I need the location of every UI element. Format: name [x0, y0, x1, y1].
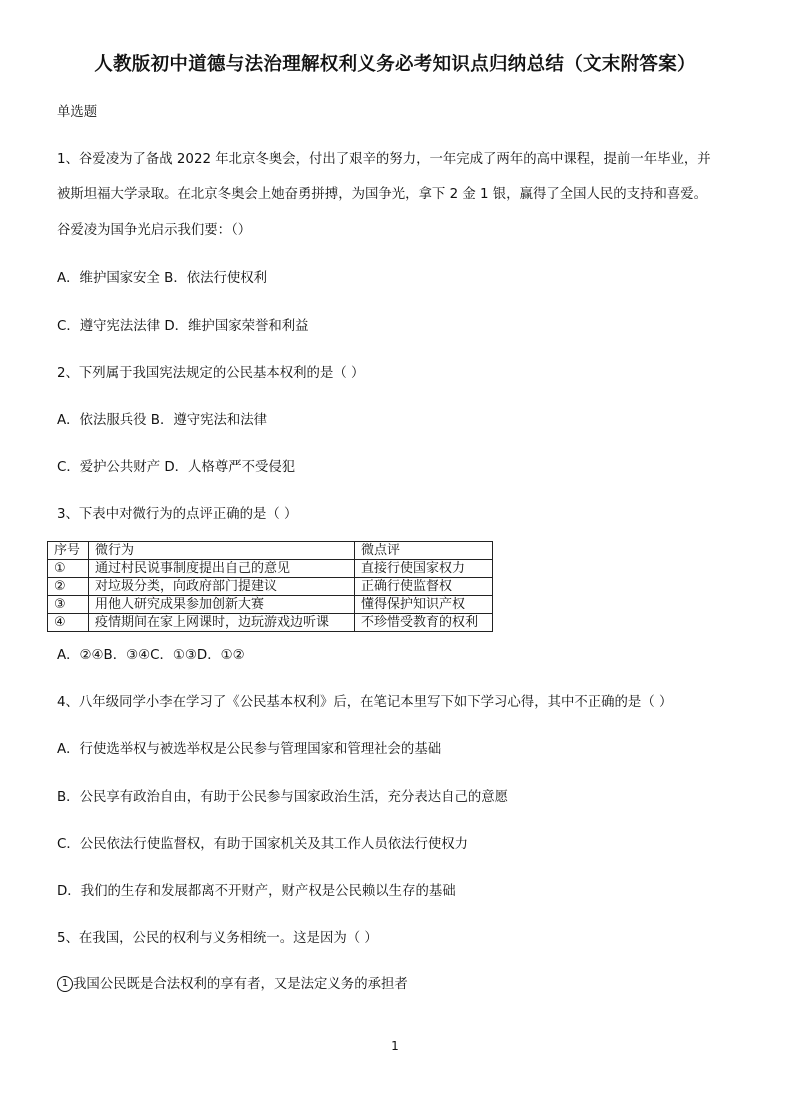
table-cell-number: ② [48, 578, 89, 596]
page-number: 1 [391, 1039, 399, 1053]
table-header-cell: 微点评 [355, 542, 493, 560]
table-cell-comment: 正确行使监督权 [355, 578, 493, 596]
table-cell-behavior: 通过村民说事制度提出自己的意见 [89, 560, 355, 578]
q1-stem-line3: 谷爱凌为国争光启示我们要：（） [57, 223, 252, 238]
q5-item-1-text: 我国公民既是合法权利的享有者，又是法定义务的承担者 [73, 977, 408, 992]
q2-options-cd: C．爱护公共财产 D．人格尊严不受侵犯 [57, 460, 296, 475]
table-header-row [48, 542, 493, 560]
q4-stem: 4、八年级同学小李在学习了《公民基本权利》后，在笔记本里写下如下学习心得，其中不正确的是（ ） [57, 695, 673, 710]
q1-stem-line2: 被斯坦福大学录取。在北京冬奥会上她奋勇拼搏，为国争光，拿下 2 金 1 银，赢得了全国人民的支持和喜爱。 [57, 187, 708, 202]
q4-option-c: C．公民依法行使监督权，有助于国家机关及其工作人员依法行使权力 [57, 837, 469, 852]
q4-option-b: B．公民享有政治自由，有助于公民参与国家政治生活，充分表达自己的意愿 [57, 790, 509, 805]
q3-stem: 3、下表中对微行为的点评正确的是（ ） [57, 507, 298, 522]
table-cell-number: ① [48, 560, 89, 578]
q5-item-1 [57, 976, 408, 994]
table-row [48, 560, 493, 578]
q1-stem-line1: 1、谷爱凌为了备战 2022 年北京冬奥会，付出了艰辛的努力，一年完成了两年的高中课程，提前一年毕业，并 [57, 152, 711, 167]
table-cell-comment: 直接行使国家权力 [355, 560, 493, 578]
q2-stem: 2、下列属于我国宪法规定的公民基本权利的是（ ） [57, 366, 365, 381]
q3-options: A．②④B．③④C．①③D．①② [57, 648, 245, 663]
table-row [48, 614, 493, 632]
section-heading: 单选题 [57, 105, 98, 120]
q3-table [47, 541, 493, 632]
table-row [48, 578, 493, 596]
q1-options-ab: A．维护国家安全 B．依法行使权利 [57, 271, 268, 286]
q4-option-d: D．我们的生存和发展都离不开财产，财产权是公民赖以生存的基础 [57, 884, 456, 899]
table-cell-number: ④ [48, 614, 89, 632]
circled-number-1: 1 [57, 976, 73, 992]
table-cell-behavior: 用他人研究成果参加创新大赛 [89, 596, 355, 614]
table-header-cell: 微行为 [89, 542, 355, 560]
table-cell-behavior: 疫情期间在家上网课时，边玩游戏边听课 [89, 614, 355, 632]
table-header-cell: 序号 [48, 542, 89, 560]
document-title: 人教版初中道德与法治理解权利义务必考知识点归纳总结（文末附答案） [94, 54, 696, 75]
table-cell-comment: 不珍惜受教育的权利 [355, 614, 493, 632]
table-cell-number: ③ [48, 596, 89, 614]
table-cell-comment: 懂得保护知识产权 [355, 596, 493, 614]
q1-options-cd: C．遵守宪法法律 D．维护国家荣誉和利益 [57, 319, 309, 334]
q4-option-a: A．行使选举权与被选举权是公民参与管理国家和管理社会的基础 [57, 742, 442, 757]
q5-stem: 5、在我国，公民的权利与义务相统一。这是因为（ ） [57, 931, 378, 946]
table-cell-behavior: 对垃圾分类，向政府部门提建议 [89, 578, 355, 596]
table-row [48, 596, 493, 614]
q2-options-ab: A．依法服兵役 B．遵守宪法和法律 [57, 413, 268, 428]
